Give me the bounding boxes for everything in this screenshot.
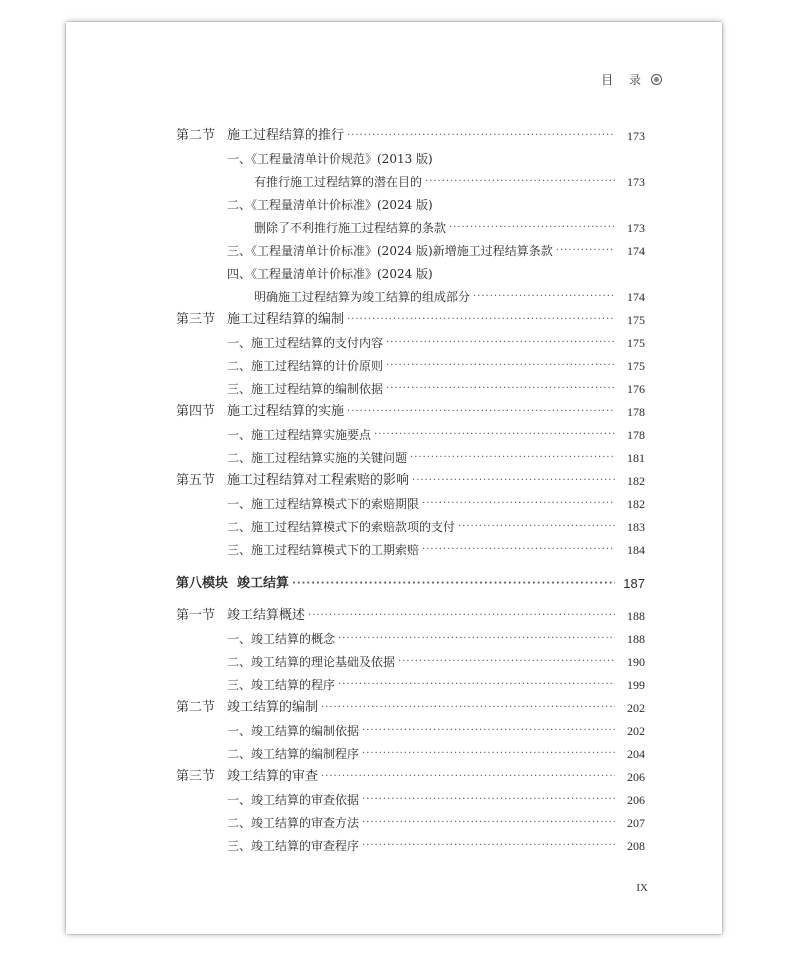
dot-leader [398,657,615,667]
dot-leader [386,338,615,348]
toc-entry-page: 202 [627,701,645,715]
toc-entry[interactable] [227,145,696,167]
toc-entry-page: 175 [627,359,645,373]
toc-entry-label: 第三节 [176,769,216,784]
dot-leader [362,726,615,736]
dot-leader [308,611,615,621]
toc-entry-title: 二、竣工结算的编制程序 [227,747,360,761]
toc-entry[interactable] [227,809,645,831]
dot-leader [362,841,615,851]
dot-leader [449,223,615,233]
dot-leader [458,522,615,532]
dot-leader [410,453,615,463]
toc-entry-page: 188 [627,632,645,646]
toc-entry-title: 竣工结算概述 [227,608,306,623]
toc-entry-title: 竣工结算的编制 [227,700,319,715]
toc-entry[interactable] [227,671,645,693]
toc-entry-title: 二、施工过程结算实施的关键问题 [227,451,408,465]
toc-entry-title: 一、竣工结算的编制依据 [227,724,360,738]
toc-entry-title: 二、竣工结算的理论基础及依据 [227,655,396,669]
page-header [601,71,662,88]
toc-entry[interactable] [227,329,645,351]
toc-entry-title: 一、施工过程结算实施要点 [227,428,372,442]
toc-entry-page: 207 [627,816,645,830]
toc-entry-title: 一、竣工结算的概念 [227,632,336,646]
toc-entry-page: 183 [627,520,645,534]
toc-entry-page: 175 [627,336,645,350]
toc-entry[interactable] [227,536,645,558]
toc-entry-label: 第五节 [176,473,216,488]
toc-entry-title: 二、施工过程结算的计价原则 [227,359,384,373]
toc-entry-title: 三、施工过程结算模式下的工期索赔 [227,543,420,557]
toc-section[interactable] [176,122,645,144]
toc-entry-label: 第四节 [176,404,216,419]
dot-leader [321,703,615,713]
toc-entry-page: 178 [627,405,645,419]
toc-entry-title: 有推行施工过程结算的潜在目的 [254,175,423,189]
dot-leader [362,795,615,805]
toc-section[interactable] [176,398,645,420]
dot-leader [362,818,615,828]
toc-entry-page: 187 [623,576,645,591]
toc-entry-page: 178 [627,428,645,442]
toc-entry-title: 二、《工程量清单计价标准》(2024 版) [227,198,433,212]
page-number-footer: IX [636,882,648,894]
toc-entry-page: 190 [627,655,645,669]
toc-entry-page: 174 [627,290,645,304]
toc-entry-label: 第二节 [176,700,216,715]
toc-entry[interactable] [254,214,645,236]
toc-entry-page: 173 [627,129,645,143]
toc-entry-page: 173 [627,175,645,189]
toc-entry[interactable] [227,352,645,374]
toc-entry-title: 一、施工过程结算的支付内容 [227,336,384,350]
toc-entry-title: 竣工结算的审查 [227,769,319,784]
dot-leader [347,407,615,417]
toc-entry[interactable] [227,260,696,282]
toc-entry-page: 199 [627,678,645,692]
toc-entry-page: 204 [627,747,645,761]
toc-entry-page: 182 [627,474,645,488]
toc-entry[interactable] [227,490,645,512]
toc-entry-label: 第三节 [176,312,216,327]
toc-entry[interactable] [227,513,645,535]
toc-module[interactable] [176,570,645,592]
toc-entry[interactable] [227,444,645,466]
dot-leader [292,579,615,589]
toc-entry-title: 施工过程结算对工程索赔的影响 [227,473,410,488]
dot-leader [321,772,615,782]
toc-entry-title: 删除了不利推行施工过程结算的条款 [254,221,447,235]
dot-leader [374,430,615,440]
dot-leader [473,292,615,302]
toc-entry[interactable] [227,237,645,259]
toc-entry[interactable] [227,375,645,397]
dot-leader [422,499,615,509]
toc-entry-title: 三、《工程量清单计价标准》(2024 版)新增施工过程结算条款 [227,244,553,258]
toc-entry-page: 188 [627,609,645,623]
dot-leader [347,315,615,325]
toc-entry-title: 明确施工过程结算为竣工结算的组成部分 [254,290,471,304]
toc-entry-title: 二、竣工结算的审查方法 [227,816,360,830]
toc-entry-title: 竣工结算 [237,576,290,591]
dot-leader [338,680,615,690]
toc-entry[interactable] [227,625,645,647]
toc-section[interactable] [176,306,645,328]
toc-entry-page: 174 [627,244,645,258]
dot-leader [422,545,615,555]
toc-entry[interactable] [254,168,645,190]
toc-entry-page: 176 [627,382,645,396]
toc-entry-page: 181 [627,451,645,465]
toc-entry-title: 一、《工程量清单计价规范》(2013 版) [227,152,433,166]
toc-entry-page: 202 [627,724,645,738]
toc-entry-title: 三、竣工结算的程序 [227,678,336,692]
toc-entry-page: 184 [627,543,645,557]
toc-entry[interactable] [254,283,645,305]
toc-entry[interactable] [227,740,645,762]
dot-leader [386,384,615,394]
dot-leader [347,131,615,141]
toc-entry-title: 三、施工过程结算的编制依据 [227,382,384,396]
toc-entry[interactable] [227,717,645,739]
toc-entry-label: 第二节 [176,128,216,143]
toc-entry-title: 三、竣工结算的审查程序 [227,839,360,853]
toc-entry-title: 四、《工程量清单计价标准》(2024 版) [227,267,433,281]
toc-entry-title: 一、竣工结算的审查依据 [227,793,360,807]
toc-entry-title: 施工过程结算的推行 [227,128,345,143]
toc-entry-title: 二、施工过程结算模式下的索赔款项的支付 [227,520,456,534]
book-page [66,22,722,934]
dot-leader [412,476,615,486]
toc-entry-page: 206 [627,770,645,784]
toc-section[interactable] [176,763,645,785]
toc-entry[interactable] [227,786,645,808]
circle-ornament-icon [651,74,662,85]
toc-section[interactable] [176,602,645,624]
toc-entry-label: 第一节 [176,608,216,623]
toc-entry[interactable] [227,191,696,213]
toc-entry[interactable] [227,421,645,443]
toc-entry-page: 182 [627,497,645,511]
toc-entry-page: 173 [627,221,645,235]
toc-section[interactable] [176,467,645,489]
toc-entry-title: 施工过程结算的编制 [227,312,345,327]
header-title: 目 录 [601,73,647,87]
toc-entry[interactable] [227,648,645,670]
dot-leader [338,634,615,644]
dot-leader [386,361,615,371]
dot-leader [556,246,615,256]
dot-leader [425,177,615,187]
toc-entry-title: 施工过程结算的实施 [227,404,345,419]
toc-entry[interactable] [227,832,645,854]
toc-entry-page: 175 [627,313,645,327]
toc-entry-page: 206 [627,793,645,807]
toc-entry-page: 208 [627,839,645,853]
toc-section[interactable] [176,694,645,716]
dot-leader [362,749,615,759]
toc-entry-title: 一、施工过程结算模式下的索赔期限 [227,497,420,511]
toc-entry-label: 第八模块 [176,576,229,591]
